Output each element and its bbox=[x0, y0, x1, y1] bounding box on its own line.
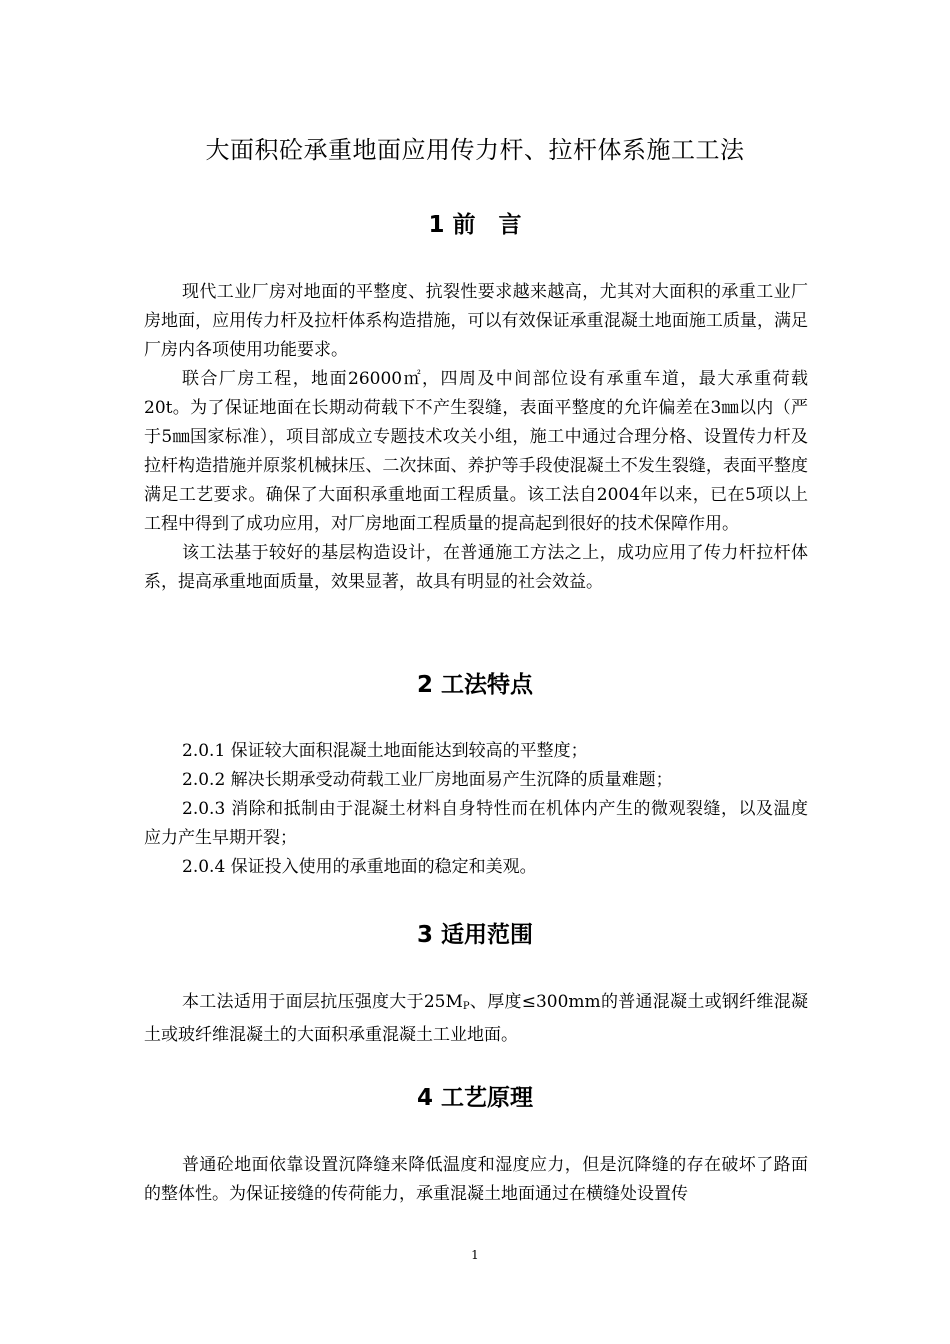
text-run: 、厚度≤300mm的普通混凝土或钢纤维混凝土或玻纤维混凝土的大面积承重混凝土工业地面。 bbox=[144, 992, 808, 1045]
section-heading-principle: 4 工艺原理 bbox=[416, 1085, 533, 1111]
section-heading-preface: 1 前 言 bbox=[428, 212, 522, 238]
list-item: 2.0.4 保证投入使用的承重地面的稳定和美观。 bbox=[182, 857, 537, 877]
section-heading-features: 2 工法特点 bbox=[416, 672, 533, 698]
paragraph: 该工法基于较好的基层构造设计，在普通施工方法之上，成功应用了传力杆拉杆体系，提高承重地面质量，效果显著，故具有明显的社会效益。 bbox=[144, 543, 808, 592]
section-body-principle bbox=[144, 1151, 808, 1209]
paragraph: 联合厂房工程，地面26000㎡，四周及中间部位设有承重车道，最大承重荷载20t。为了保证地面在长期动荷载下不产生裂缝，表面平整度的允许偏差在3㎜以内（严于5㎜国家标准），项目部成立专题技术攻关小组，施工中通过合理分格、设置传力杆及拉杆构造措施并原浆机械抹压、二次抹面、养护等手段使混凝土不发生裂缝，表面平整度满足工艺要求。确保了大面积承重地面工程质量。该工法自2004年以来，已在5项以上工程中得到了成功应用，对厂房地面工程质量的提高起到很好的技术保障作用。 bbox=[144, 369, 808, 534]
list-item: 2.0.1 保证较大面积混凝土地面能达到较高的平整度； bbox=[182, 741, 588, 761]
page-number: 1 bbox=[471, 1248, 479, 1262]
section-body-features bbox=[144, 737, 808, 882]
subscript: P bbox=[462, 1001, 470, 1012]
text-run: 本工法适用于面层抗压强度大于25M bbox=[182, 992, 463, 1012]
list-item: 2.0.2 解决长期承受动荷载工业厂房地面易产生沉降的质量难题； bbox=[182, 770, 673, 790]
paragraph: 现代工业厂房对地面的平整度、抗裂性要求越来越高，尤其对大面积的承重工业厂房地面，应用传力杆及拉杆体系构造措施，可以有效保证承重混凝土地面施工质量，满足厂房内各项使用功能要求。 bbox=[144, 282, 808, 360]
list-item: 2.0.3 消除和抵制由于混凝土材料自身特性而在机体内产生的微观裂缝，以及温度应力产生早期开裂； bbox=[144, 799, 808, 848]
paragraph: 普通砼地面依靠设置沉降缝来降低温度和湿度应力，但是沉降缝的存在破坏了路面的整体性。为保证接缝的传荷能力，承重混凝土地面通过在横缝处设置传 bbox=[144, 1155, 808, 1204]
section-body-scope bbox=[144, 988, 808, 1050]
section-body-preface bbox=[144, 278, 808, 597]
section-heading-scope: 3 适用范围 bbox=[416, 922, 533, 948]
document-title: 大面积砼承重地面应用传力杆、拉杆体系施工工法 bbox=[205, 136, 745, 164]
paragraph bbox=[144, 988, 808, 1050]
